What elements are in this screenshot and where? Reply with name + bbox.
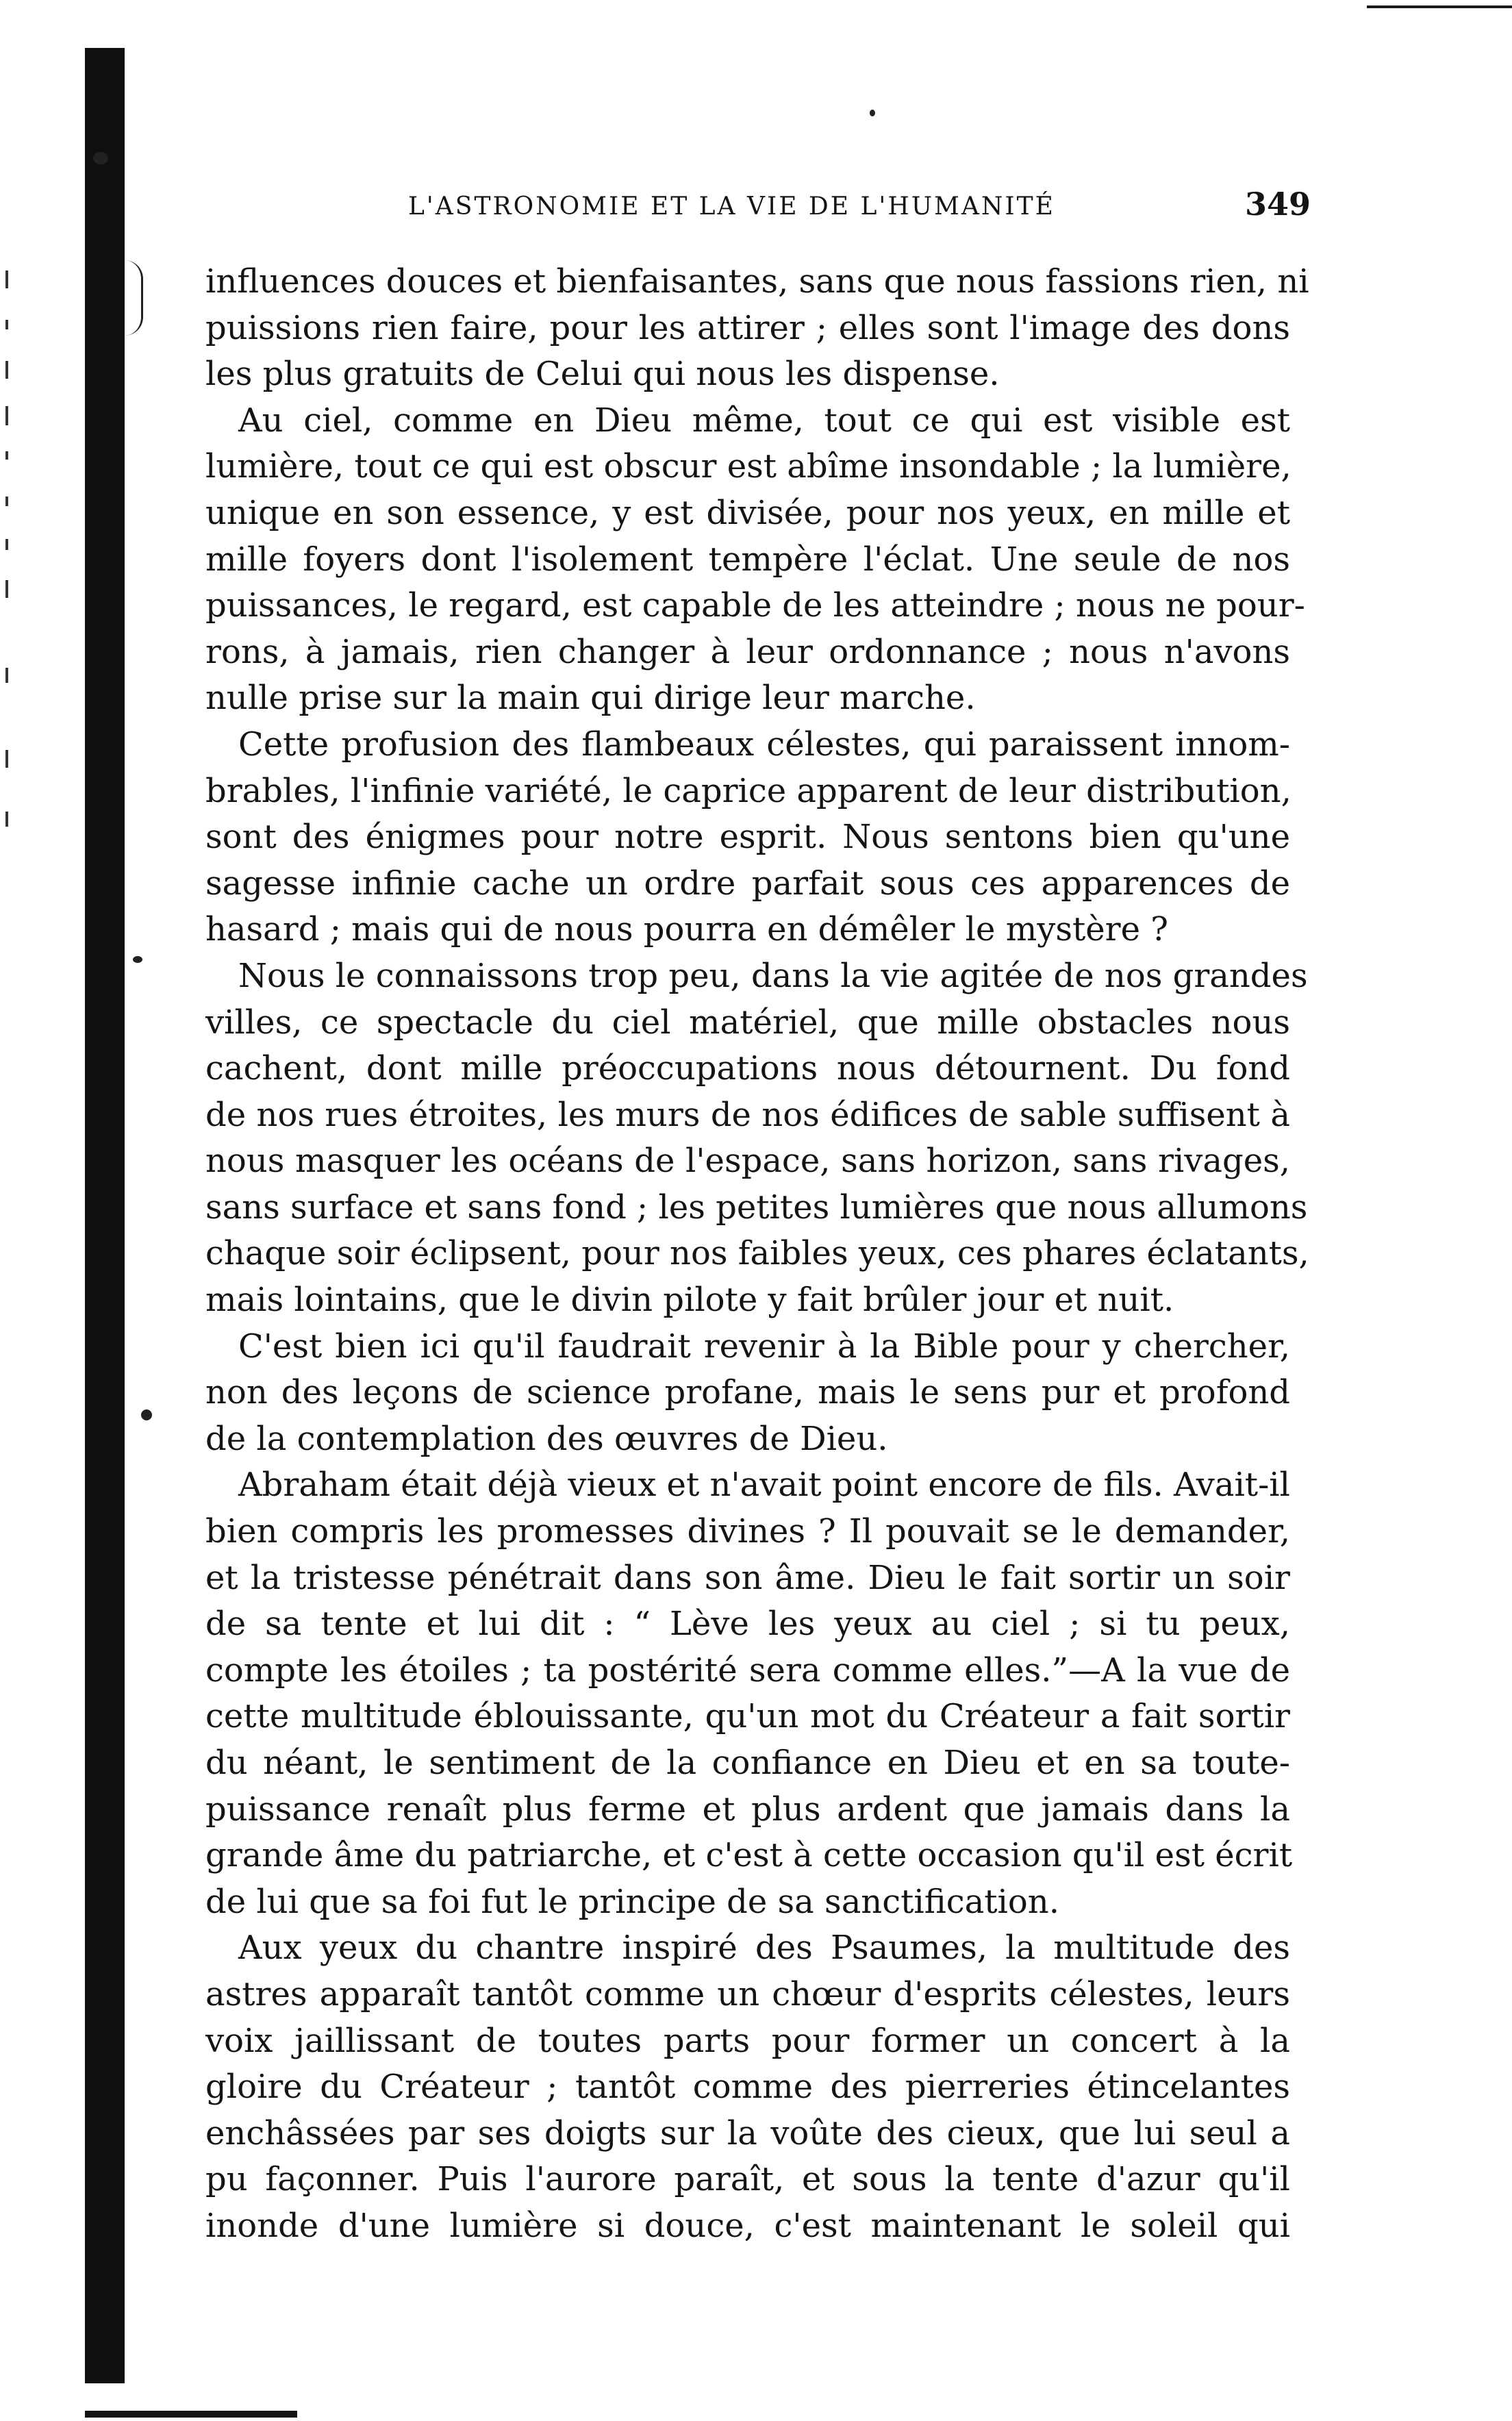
- text-line: nulle prise sur la main qui dirige leur marche.: [205, 679, 976, 718]
- body-text: [205, 259, 1309, 2250]
- text-line: rons, à jamais, rien changer à leur ordonnance ; nous n'avons: [205, 632, 1290, 671]
- text-line: voix jaillissant de toutes parts pour former un concert à la: [205, 2021, 1290, 2060]
- text-line: cette multitude éblouissante, qu'un mot du Créateur a fait sortir: [205, 1697, 1290, 1736]
- text-line: mais lointains, que le divin pilote y fait brûler jour et nuit.: [205, 1281, 1174, 1320]
- text-line: du néant, le sentiment de la confiance en Dieu et en sa toute-: [205, 1744, 1290, 1782]
- text-line: nous masquer les océans de l'espace, sans horizon, sans rivages,: [205, 1142, 1290, 1181]
- text-line: et la tristesse pénétrait dans son âme. Dieu le fait sortir un soir: [205, 1558, 1290, 1597]
- text-line: brables, l'infinie variété, le caprice apparent de leur distribution,: [205, 771, 1292, 810]
- text-line: puissions rien faire, pour les attirer ; elles sont l'image des dons: [205, 308, 1290, 347]
- text-line: bien compris les promesses divines ? Il pouvait se le demander,: [205, 1512, 1290, 1551]
- text-line: de la contemplation des œuvres de Dieu.: [205, 1419, 888, 1458]
- text-line: mille foyers dont l'isolement tempère l'éclat. Une seule de nos: [205, 540, 1290, 579]
- text-line: pu façonner. Puis l'aurore paraît, et sous la tente d'azur qu'il: [205, 2160, 1290, 2199]
- text-line: enchâssées par ses doigts sur la voûte des cieux, que lui seul a: [205, 2113, 1290, 2153]
- page-curl: [125, 260, 143, 336]
- text-line: inonde d'une lumière si douce, c'est maintenant le soleil qui: [205, 2206, 1290, 2245]
- text-line: lumière, tout ce qui est obscur est abîme insondable ; la lumière,: [205, 447, 1292, 486]
- running-head: L'ASTRONOMIE ET LA VIE DE L'HUMANITÉ: [408, 192, 1055, 221]
- margin-scan-marks: [5, 271, 26, 887]
- text-line: unique en son essence, y est divisée, pour nos yeux, en mille et: [205, 493, 1290, 532]
- text-line: sagesse infinie cache un ordre parfait sous ces apparences de: [205, 864, 1290, 903]
- text-line: astres apparaît tantôt comme un chœur d'esprits célestes, leurs: [205, 1974, 1290, 2014]
- text-line: sont des énigmes pour notre esprit. Nous sentons bien qu'une: [205, 818, 1290, 857]
- text-line: compte les étoiles ; ta postérité sera comme elles.”—A la vue de: [205, 1651, 1290, 1690]
- text-line: Cette profusion des flambeaux célestes, qui paraissent innom-: [238, 725, 1290, 764]
- text-line: cachent, dont mille préoccupations nous détournent. Du fond: [205, 1049, 1290, 1088]
- bottom-edge-rule: [85, 2411, 297, 2418]
- text-line: les plus gratuits de Celui qui nous les dispense.: [205, 355, 1000, 394]
- text-line: chaque soir éclipsent, pour nos faibles yeux, ces phares éclatants,: [205, 1234, 1309, 1273]
- text-line: sans surface et sans fond ; les petites lumières que nous allumons: [205, 1188, 1308, 1227]
- text-line: puissances, le regard, est capable de les atteindre ; nous ne pour-: [205, 586, 1305, 625]
- text-line: puissance renaît plus ferme et plus ardent que jamais dans la: [205, 1790, 1290, 1829]
- text-line: de sa tente et lui dit : “ Lève les yeux au ciel ; si tu peux,: [205, 1605, 1290, 1644]
- text-line: grande âme du patriarche, et c'est à cette occasion qu'il est écrit: [205, 1836, 1293, 1875]
- text-line: Abraham était déjà vieux et n'avait point encore de fils. Avait-il: [238, 1466, 1290, 1505]
- text-line: Aux yeux du chantre inspiré des Psaumes, la multitude des: [238, 1929, 1290, 1968]
- text-line: de nos rues étroites, les murs de nos édifices de sable suffisent à: [205, 1095, 1290, 1134]
- binding-shadow: [85, 48, 125, 2383]
- top-edge-rule: [1367, 5, 1512, 8]
- text-line: gloire du Créateur ; tantôt comme des pierreries étincelantes: [205, 2068, 1290, 2107]
- text-line: hasard ; mais qui de nous pourra en démêler le mystère ?: [205, 910, 1168, 949]
- page-number: 349: [1245, 186, 1311, 223]
- text-line: non des leçons de science profane, mais le sens pur et profond: [205, 1373, 1290, 1412]
- text-line: villes, ce spectacle du ciel matériel, que mille obstacles nous: [205, 1003, 1290, 1042]
- text-line: Au ciel, comme en Dieu même, tout ce qui est visible est: [238, 401, 1290, 440]
- text-line: de lui que sa foi fut le principe de sa sanctification.: [205, 1882, 1059, 1921]
- text-line: C'est bien ici qu'il faudrait revenir à la Bible pour y chercher,: [238, 1327, 1290, 1366]
- text-line: Nous le connaissons trop peu, dans la vie agitée de nos grandes: [238, 956, 1308, 995]
- text-line: influences douces et bienfaisantes, sans que nous fassions rien, ni: [205, 262, 1309, 301]
